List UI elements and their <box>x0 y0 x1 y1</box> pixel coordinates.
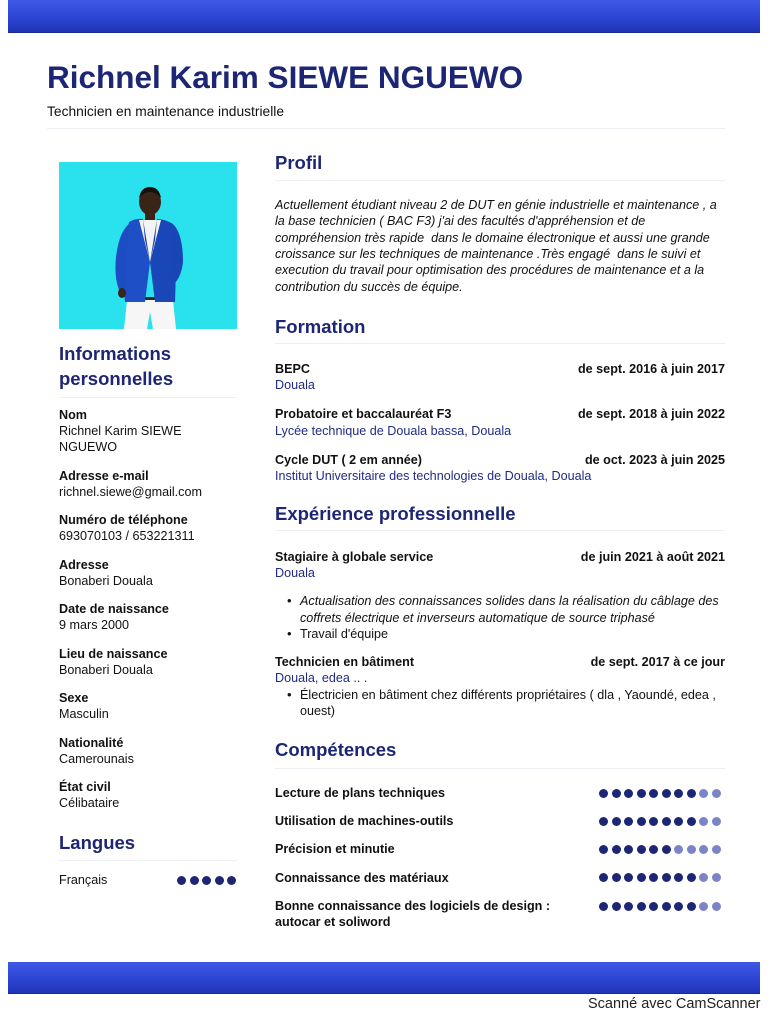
experience-bullet: • Actualisation des connaissances solides dans la réalisation du câblage des coffrets électrique et inverseurs automatique de source triphasé <box>300 593 725 626</box>
skill-item <box>275 841 725 857</box>
skill-dot-filled <box>637 873 646 882</box>
skill-dot-filled <box>612 873 621 882</box>
section-heading-experience: Expérience professionnelle <box>275 502 516 524</box>
experience-bullet: • Électricien en bâtiment chez différents propriétaires ( dla , Yaoundé, edea , ouest) <box>300 687 725 720</box>
field-value: Célibataire <box>59 796 120 810</box>
field-value: richnel.siewe@gmail.com <box>59 484 202 499</box>
skill-dot-empty <box>712 873 721 882</box>
field-email <box>59 468 237 500</box>
field-value: 693070103 / 653221311 <box>59 529 195 543</box>
skill-item <box>275 785 725 801</box>
language-dot-filled <box>227 876 236 885</box>
skill-level <box>599 789 721 798</box>
field-address <box>59 557 237 589</box>
language-dot-filled <box>190 876 199 885</box>
language-dot-filled <box>215 876 224 885</box>
experience-list <box>275 549 725 731</box>
skill-dot-filled <box>687 873 696 882</box>
skill-dot-filled <box>637 789 646 798</box>
skill-dot-filled <box>612 817 621 826</box>
skill-dot-filled <box>624 817 633 826</box>
field-value: 9 mars 2000 <box>59 618 130 632</box>
field-name <box>59 407 237 455</box>
field-label: Lieu de naissance <box>59 646 168 661</box>
skill-dot-filled <box>612 789 621 798</box>
field-value: Bonaberi Douala <box>59 662 153 677</box>
experience-place: Douala, edea .. . <box>275 671 368 686</box>
experience-dates: de sept. 2017 à ce jour <box>590 655 725 669</box>
section-heading-personal-info: Informations personnelles <box>59 342 174 389</box>
field-marital-status <box>59 779 237 811</box>
field-value: Camerounais <box>59 751 134 766</box>
field-value: Richnel Karim SIEWE NGUEWO <box>59 424 182 454</box>
skill-dot-filled <box>599 902 608 911</box>
skill-item <box>275 898 725 931</box>
field-label: Numéro de téléphone <box>59 513 188 527</box>
experience-item <box>275 654 725 719</box>
skill-dot-empty <box>712 817 721 826</box>
field-label: Adresse e-mail <box>59 468 149 483</box>
skill-item <box>275 813 725 829</box>
section-heading-profile: Profil <box>275 151 323 173</box>
skill-dot-filled <box>612 902 621 911</box>
skill-level <box>599 873 721 882</box>
skill-dot-filled <box>662 817 671 826</box>
skill-dot-filled <box>687 789 696 798</box>
education-list <box>275 361 725 497</box>
education-item <box>275 452 725 485</box>
field-label: Date de naissance <box>59 602 169 616</box>
skill-dot-empty <box>699 845 708 854</box>
skill-name: Bonne connaissance des logiciels de design : autocar et soliword <box>275 899 551 930</box>
skill-dot-filled <box>624 873 633 882</box>
skills-list <box>275 785 725 943</box>
skill-level <box>599 902 721 911</box>
experience-bullets <box>300 687 725 720</box>
skill-dot-filled <box>649 817 658 826</box>
experience-title: Stagiaire à globale service <box>275 550 434 564</box>
skill-name: Utilisation de machines-outils <box>275 814 454 829</box>
field-birth-date <box>59 601 237 633</box>
education-title: BEPC <box>275 362 310 376</box>
experience-dates: de juin 2021 à août 2021 <box>580 550 725 564</box>
experience-title: Technicien en bâtiment <box>275 655 415 669</box>
education-dates: de oct. 2023 à juin 2025 <box>584 452 725 467</box>
language-dot-filled <box>202 876 211 885</box>
field-value: Masculin <box>59 707 109 721</box>
skill-level <box>599 845 721 854</box>
top-banner <box>8 0 760 33</box>
field-nationality <box>59 735 237 767</box>
skill-dot-empty <box>712 789 721 798</box>
experience-divider <box>275 530 725 531</box>
skill-dot-filled <box>674 873 683 882</box>
skill-dot-filled <box>599 789 608 798</box>
language-level <box>177 876 236 885</box>
candidate-name: Richnel Karim SIEWE NGUEWO <box>47 59 524 95</box>
education-place: Douala <box>275 378 315 393</box>
experience-bullets <box>300 593 725 642</box>
skill-dot-filled <box>624 789 633 798</box>
personal-info-divider <box>59 397 237 398</box>
field-label: Nom <box>59 408 87 422</box>
skill-dot-filled <box>599 817 608 826</box>
skill-dot-filled <box>624 845 633 854</box>
education-dates: de sept. 2018 à juin 2022 <box>577 407 725 422</box>
skill-dot-empty <box>699 902 708 911</box>
languages-divider <box>59 860 237 861</box>
experience-place: Douala <box>275 566 315 581</box>
experience-item <box>275 549 725 642</box>
profile-photo <box>59 162 237 329</box>
skill-dot-empty <box>699 817 708 826</box>
skill-dot-filled <box>624 902 633 911</box>
education-divider <box>275 343 725 344</box>
field-label: Nationalité <box>59 735 124 750</box>
education-place: Institut Universitaire des technologies de Douala, Douala <box>275 468 592 483</box>
skill-dot-filled <box>612 845 621 854</box>
skill-dot-filled <box>662 902 671 911</box>
person-figure <box>59 162 237 329</box>
skill-dot-filled <box>687 817 696 826</box>
skill-dot-filled <box>599 845 608 854</box>
skill-dot-empty <box>712 845 721 854</box>
section-heading-languages: Langues <box>59 831 136 853</box>
skills-divider <box>275 768 725 769</box>
skill-name: Précision et minutie <box>275 842 395 857</box>
language-name: Français <box>59 873 108 887</box>
education-item <box>275 361 725 394</box>
skill-dot-filled <box>649 902 658 911</box>
education-item <box>275 406 725 439</box>
header-divider <box>47 128 725 129</box>
language-dot-filled <box>177 876 186 885</box>
skill-dot-filled <box>662 845 671 854</box>
job-title: Technicien en maintenance industrielle <box>47 104 284 119</box>
scanner-watermark: Scanné avec CamScanner <box>588 996 761 1012</box>
section-heading-education: Formation <box>275 315 366 337</box>
skill-dot-empty <box>712 902 721 911</box>
field-value: Bonaberi Douala <box>59 573 153 588</box>
skill-dot-filled <box>649 845 658 854</box>
skill-dot-filled <box>637 817 646 826</box>
skill-dot-filled <box>662 873 671 882</box>
education-dates: de sept. 2016 à juin 2017 <box>577 362 725 376</box>
field-birth-place <box>59 646 237 678</box>
skill-dot-filled <box>599 873 608 882</box>
skill-dot-empty <box>699 789 708 798</box>
language-item <box>59 872 237 888</box>
skill-dot-filled <box>674 817 683 826</box>
field-phone <box>59 512 237 544</box>
education-place: Lycée technique de Douala bassa, Douala <box>275 423 512 438</box>
skill-item <box>275 870 725 886</box>
field-sex <box>59 690 237 722</box>
profile-summary: Actuellement étudiant niveau 2 de DUT en génie industrielle et maintenance , a la base technicien ( BAC F3) j'ai des facultés d'appréhension et de compréhension très rapide dans le domaine électronique et aussi une grande croissance sur les techniques de maintenance .Très engagé dans le suivi et execution du travail pour optimisation des procédures de maintenance et a la contribution du succès de équipe. <box>275 197 721 294</box>
skill-dot-filled <box>674 902 683 911</box>
field-label: État civil <box>59 780 111 794</box>
education-title: Cycle DUT ( 2 em année) <box>275 452 422 467</box>
skill-dot-filled <box>637 845 646 854</box>
personal-info-list <box>59 407 237 824</box>
field-label: Sexe <box>59 691 89 705</box>
skill-dot-filled <box>662 789 671 798</box>
experience-bullet: • Travail d'équipe <box>300 626 725 642</box>
skill-name: Connaissance des matériaux <box>275 870 449 885</box>
skill-dot-empty <box>687 845 696 854</box>
skill-name: Lecture de plans techniques <box>275 785 446 800</box>
profile-divider <box>275 180 725 181</box>
skill-dot-filled <box>674 789 683 798</box>
field-label: Adresse <box>59 557 109 572</box>
bottom-banner <box>8 962 760 994</box>
skill-dot-filled <box>637 902 646 911</box>
skill-dot-filled <box>687 902 696 911</box>
skill-level <box>599 817 721 826</box>
section-heading-skills: Compétences <box>275 738 397 760</box>
skill-dot-filled <box>649 789 658 798</box>
education-title: Probatoire et baccalauréat F3 <box>275 407 452 422</box>
skill-dot-empty <box>699 873 708 882</box>
skill-dot-filled <box>649 873 658 882</box>
skill-dot-empty <box>674 845 683 854</box>
